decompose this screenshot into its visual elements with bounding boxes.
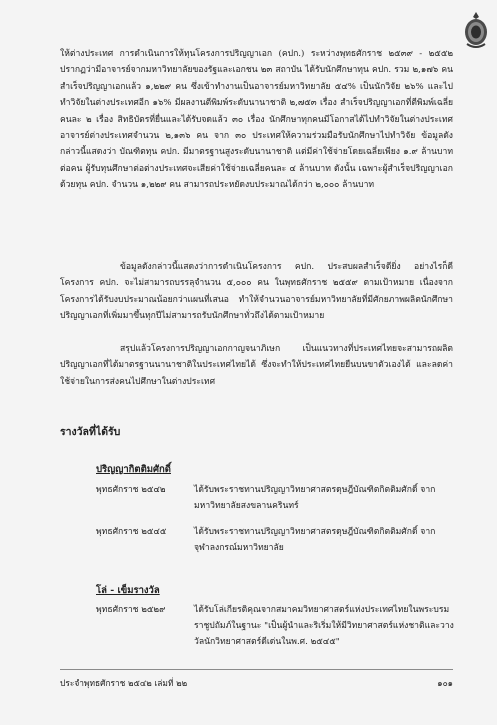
- paragraph-summary-text: สรุปแล้วโครงการปริญญาเอกกาญจนาภิเษก เป็นแนวทางที่ประเทศไทยจะสามารถผลิตปริญญาเอกที่ได้มาตรฐานนานาชาติในประเทศไทยได้ ซึ่งจะทำให้ประเทศไทยยืนบนขาตัวเองได้ และลดค่าใช้จ่ายในการส่งคนไปศึกษาในต่างประเทศ: [60, 344, 453, 387]
- award-year: พุทธศักราช ๒๕๔๒: [96, 485, 166, 495]
- award-year: พุทธศักราช ๒๕๔๕: [96, 527, 167, 537]
- awards-heading: รางวัลที่ได้รับ: [60, 426, 121, 438]
- paragraph-summary: [60, 341, 453, 390]
- page-number: ๑๐๑: [437, 678, 453, 688]
- award-text: ได้รับพระราชทานปริญญาวิทยาศาสตรดุษฎีบัณฑิตกิตติมศักดิ์ จาก มหาวิทยาลัยสงขลานครินทร์: [194, 485, 436, 512]
- paragraph-intro: ให้ต่างประเทศ การดำเนินการให้ทุนโครงการปริญญาเอก (คปก.) ระหว่างพุทธศักราช ๒๕๓๙ - ๒๕๕๒ ปรากฏว่ามีอาจารย์จากมหาวิทยาลัยของรัฐและเอกชน ๒๓ สถาบัน ได้รับนักศึกษาทุน คปก. รวม ๒,๑๗๖ คน สำเร็จปริญญาเอกแล้ว ๑,๒๒๙ คน ซึ่งเข้าทำงานเป็นอาจารย์มหาวิทยาลัย ๕๔% เป็นนักวิจัย ๒๖% และไปทำวิจัยในต่างประเทศอีก ๑๖% มีผลงานตีพิมพ์ระดับนานาชาติ ๒,๗๕๓ เรื่อง สำเร็จปริญญาเอกที่ตีพิมพ์เฉลี่ยคนละ ๒ เรื่อง สิทธิบัตรที่ยื่นและได้รับจดแล้ว ๓๐ เรื่อง นักศึกษาทุกคนมีโอกาสได้ไปทำวิจัยในต่างประเทศ อาจารย์ต่างประเทศจำนวน ๒,๑๓๖ คน จาก ๓๐ ประเทศให้ความร่วมมือรับนักศึกษาไปทำวิจัย ข้อมูลดังกล่าวนี้แสดงว่า บัณฑิตทุน คปก. มีมาตรฐานสูงระดับนานาชาติ แต่มีค่าใช้จ่ายโดยเฉลี่ยเพียง ๑.๙ ล้านบาทต่อคน ผู้รับทุนศึกษาต่อต่างประเทศจะเสียค่าใช้จ่ายเฉลี่ยคนละ ๔ ล้านบาท ดังนั้น เฉพาะผู้สำเร็จปริญญาเอกด้วยทุน คปก. จำนวน ๑,๒๒๙ คน สามารถประหยัดงบประมาณได้กว่า ๒,๐๐๐ ล้านบาท: [60, 49, 453, 191]
- section-title-plaques-medals: โล่ - เข็มรางวัล: [96, 585, 160, 596]
- footer-publication: ประจำพุทธศักราช ๒๕๔๒ เล่มที่ ๒๒: [60, 678, 188, 688]
- royal-seal-icon: [461, 10, 491, 50]
- award-text: ได้รับพระราชทานปริญญาวิทยาศาสตรดุษฎีบัณฑิตกิตติมศักดิ์ จาก จุฬาลงกรณ์มหาวิทยาลัย: [194, 527, 436, 554]
- paragraph-results: [60, 259, 453, 325]
- award-row: [96, 602, 458, 651]
- award-text: ได้รับโล่เกียรติคุณจากสมาคมวิทยาศาสตร์แห่งประเทศไทยในพระบรมราชูปถัมภ์ในฐานะ "เป็นผู้นำและริเริ่มให้มีวิทยาศาสตร์แห่งชาติและวางวัลนักวิทยาศาสตร์ดีเด่นในพ.ศ. ๒๕๔๕": [194, 605, 454, 648]
- award-year: พุทธศักราช ๒๕๒๙: [96, 605, 166, 615]
- award-row: [96, 482, 458, 514]
- section-title-honorary-degrees: ปริญญากิตติมศักดิ์: [96, 464, 171, 475]
- award-row: [96, 524, 458, 556]
- paragraph-results-text: ข้อมูลดังกล่าวนี้แสดงว่าการดำเนินโครงการ คปก. ประสบผลสำเร็จดียิ่ง อย่างไรก็ดี โครงการ คปก. จะไม่สามารถบรรลุจำนวน ๕,๐๐๐ คน ในพุทธศักราช ๒๕๕๙ ตามเป้าหมาย เนื่องจากโครงการได้รับงบประมาณน้อยกว่าแผนที่เสนอ ทำให้จำนวนอาจารย์มหาวิทยาลัยที่มีศักยภาพผลิตนักศึกษาปริญญาเอกที่เพิ่มมาขึ้นทุกปีไม่สามารถรับนักศึกษาทั่วถึงได้ตามเป้าหมาย: [60, 262, 453, 322]
- footer-divider: [60, 669, 453, 670]
